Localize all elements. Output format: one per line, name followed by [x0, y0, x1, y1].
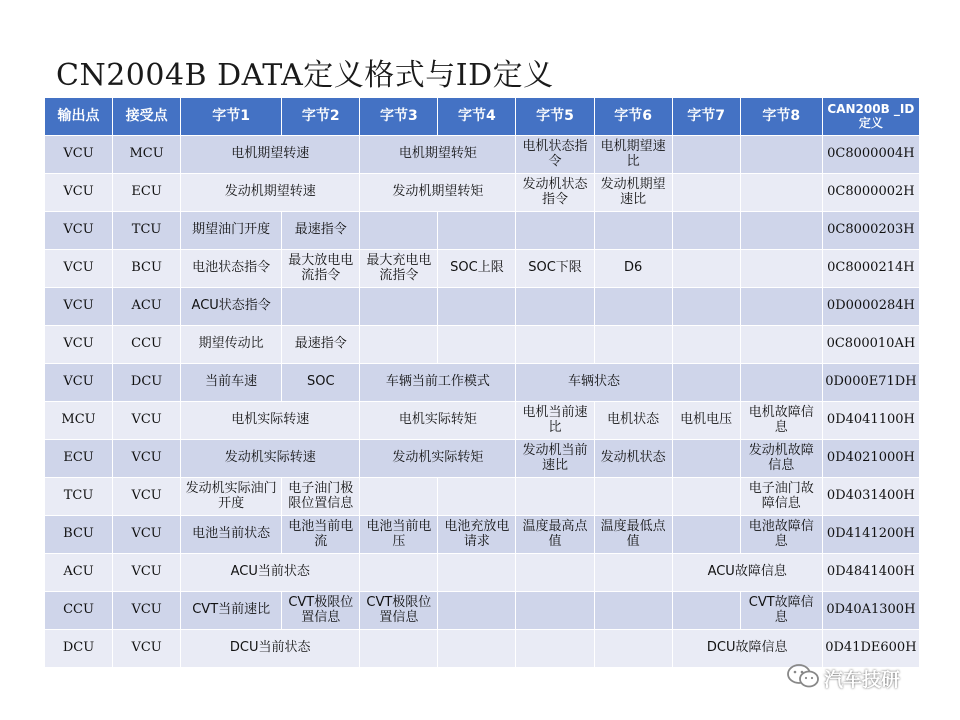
table-cell	[360, 630, 438, 668]
table-cell	[516, 212, 594, 250]
table-row	[45, 288, 920, 326]
table-cell	[594, 592, 672, 630]
table-row	[45, 478, 920, 516]
table-cell	[672, 174, 740, 212]
watermark	[786, 663, 900, 693]
table-cell	[740, 174, 822, 212]
table-cell: 发动机实际转速	[181, 440, 360, 478]
table-cell	[672, 250, 740, 288]
table-cell	[360, 288, 438, 326]
table-cell: 最大放电电流指令	[282, 250, 360, 288]
header-byte-6: 字节6	[594, 98, 672, 136]
table-cell	[516, 478, 594, 516]
table-cell	[672, 478, 740, 516]
table-cell	[740, 326, 822, 364]
table-cell	[516, 630, 594, 668]
output-point-cell: VCU	[45, 212, 113, 250]
table-cell	[438, 288, 516, 326]
table-cell: 发动机期望转速	[181, 174, 360, 212]
receive-point-cell: VCU	[113, 402, 181, 440]
receive-point-cell: VCU	[113, 440, 181, 478]
table-row	[45, 402, 920, 440]
table-cell	[594, 554, 672, 592]
table-cell: 发动机状态指令	[516, 174, 594, 212]
header-byte-3: 字节3	[360, 98, 438, 136]
output-point-cell: DCU	[45, 630, 113, 668]
table-cell: 发动机故障信息	[740, 440, 822, 478]
table-row	[45, 554, 920, 592]
table-cell	[594, 630, 672, 668]
table-cell	[516, 326, 594, 364]
table-cell: 发动机当前速比	[516, 440, 594, 478]
output-point-cell: VCU	[45, 326, 113, 364]
table-row	[45, 364, 920, 402]
table-cell: CVT极限位置信息	[282, 592, 360, 630]
can-id-cell: 0D000E71DH	[822, 364, 919, 402]
output-point-cell: ACU	[45, 554, 113, 592]
receive-point-cell: DCU	[113, 364, 181, 402]
table-cell: D6	[594, 250, 672, 288]
can-id-cell: 0C8000203H	[822, 212, 919, 250]
table-cell	[740, 212, 822, 250]
receive-point-cell: VCU	[113, 516, 181, 554]
table-cell	[438, 478, 516, 516]
table-cell: 电子油门极限位置信息	[282, 478, 360, 516]
table-cell: 最速指令	[282, 212, 360, 250]
table-cell: 电池当前电压	[360, 516, 438, 554]
table-cell: CVT故障信息	[740, 592, 822, 630]
table-cell	[672, 364, 740, 402]
table-cell	[516, 288, 594, 326]
table-cell	[740, 136, 822, 174]
can-id-cell: 0D4141200H	[822, 516, 919, 554]
can-id-cell: 0D4021000H	[822, 440, 919, 478]
table-cell: 电机故障信息	[740, 402, 822, 440]
table-cell: ACU当前状态	[181, 554, 360, 592]
table-cell: 发动机实际转矩	[360, 440, 516, 478]
table-cell: 温度最高点值	[516, 516, 594, 554]
output-point-cell: VCU	[45, 174, 113, 212]
receive-point-cell: TCU	[113, 212, 181, 250]
can-id-cell: 0D41DE600H	[822, 630, 919, 668]
output-point-cell: CCU	[45, 592, 113, 630]
can-id-cell: 0D4041100H	[822, 402, 919, 440]
output-point-cell: VCU	[45, 364, 113, 402]
table-row	[45, 592, 920, 630]
table-header-row	[45, 98, 920, 136]
receive-point-cell: VCU	[113, 478, 181, 516]
header-output-point: 输出点	[45, 98, 113, 136]
wechat-icon	[786, 663, 820, 693]
receive-point-cell: VCU	[113, 554, 181, 592]
can-id-cell: 0C8000002H	[822, 174, 919, 212]
table-cell	[594, 478, 672, 516]
table-cell: SOC下限	[516, 250, 594, 288]
table-cell: 电池当前状态	[181, 516, 282, 554]
output-point-cell: MCU	[45, 402, 113, 440]
table-cell: 电子油门故障信息	[740, 478, 822, 516]
table-cell: 电机状态	[594, 402, 672, 440]
table-cell: 最大充电电流指令	[360, 250, 438, 288]
can-id-cell: 0D4031400H	[822, 478, 919, 516]
table-cell: DCU当前状态	[181, 630, 360, 668]
table-body	[45, 136, 920, 668]
table-cell: 电机实际转速	[181, 402, 360, 440]
table-cell	[672, 440, 740, 478]
table-cell	[672, 592, 740, 630]
table-cell	[438, 212, 516, 250]
table-cell: 电机电压	[672, 402, 740, 440]
table-cell: CVT当前速比	[181, 592, 282, 630]
table-cell	[438, 592, 516, 630]
table-cell	[360, 554, 438, 592]
table-row	[45, 326, 920, 364]
table-row	[45, 516, 920, 554]
output-point-cell: VCU	[45, 288, 113, 326]
table-cell: 发动机实际油门开度	[181, 478, 282, 516]
table-row	[45, 250, 920, 288]
table-cell	[740, 364, 822, 402]
table-cell	[740, 288, 822, 326]
receive-point-cell: MCU	[113, 136, 181, 174]
output-point-cell: BCU	[45, 516, 113, 554]
table-cell: 电机期望速比	[594, 136, 672, 174]
receive-point-cell: BCU	[113, 250, 181, 288]
output-point-cell: VCU	[45, 136, 113, 174]
table-cell: 电机当前速比	[516, 402, 594, 440]
table-cell	[438, 630, 516, 668]
table-cell	[672, 516, 740, 554]
table-cell	[740, 250, 822, 288]
table-cell: 车辆状态	[516, 364, 672, 402]
table-cell: 发动机状态	[594, 440, 672, 478]
table-cell	[438, 326, 516, 364]
header-can-id: CAN200B _ID定义	[822, 98, 919, 136]
can-id-definition-table	[44, 97, 920, 668]
table-cell: SOC上限	[438, 250, 516, 288]
table-cell: 发动机期望速比	[594, 174, 672, 212]
table-cell	[360, 478, 438, 516]
can-id-cell: 0D40A1300H	[822, 592, 919, 630]
header-byte-5: 字节5	[516, 98, 594, 136]
table-cell	[672, 212, 740, 250]
table-cell: ACU状态指令	[181, 288, 282, 326]
header-byte-4: 字节4	[438, 98, 516, 136]
can-id-cell: 0D0000284H	[822, 288, 919, 326]
table-cell	[594, 212, 672, 250]
can-id-cell: 0D4841400H	[822, 554, 919, 592]
table-cell: 电机期望转矩	[360, 136, 516, 174]
can-id-cell: 0C8000214H	[822, 250, 919, 288]
receive-point-cell: VCU	[113, 630, 181, 668]
table-cell: CVT极限位置信息	[360, 592, 438, 630]
table-cell: SOC	[282, 364, 360, 402]
header-byte-8: 字节8	[740, 98, 822, 136]
table-cell: 期望传动比	[181, 326, 282, 364]
table-cell: 温度最低点值	[594, 516, 672, 554]
table-cell: 电池故障信息	[740, 516, 822, 554]
header-byte-2: 字节2	[282, 98, 360, 136]
table-cell: 电池状态指令	[181, 250, 282, 288]
table-cell	[672, 136, 740, 174]
table-cell: 当前车速	[181, 364, 282, 402]
header-receive-point: 接受点	[113, 98, 181, 136]
table-cell	[516, 554, 594, 592]
table-cell	[438, 554, 516, 592]
table-cell: ACU故障信息	[672, 554, 822, 592]
table-cell	[672, 326, 740, 364]
table-cell: 电池当前电流	[282, 516, 360, 554]
table-cell: 最速指令	[282, 326, 360, 364]
table-cell	[360, 326, 438, 364]
table-cell: 车辆当前工作模式	[360, 364, 516, 402]
table-cell	[594, 326, 672, 364]
table-cell	[282, 288, 360, 326]
page-title: CN2004B DATA定义格式与ID定义	[56, 58, 554, 93]
can-id-cell: 0C800010AH	[822, 326, 919, 364]
table-cell: 发动机期望转矩	[360, 174, 516, 212]
can-id-cell: 0C8000004H	[822, 136, 919, 174]
table-cell: 电机实际转矩	[360, 402, 516, 440]
table-row	[45, 440, 920, 478]
table-cell: 电机期望转速	[181, 136, 360, 174]
header-byte-1: 字节1	[181, 98, 282, 136]
table-cell	[516, 592, 594, 630]
table-cell	[594, 288, 672, 326]
watermark-text: 汽车技研	[824, 668, 901, 691]
table-cell: 电机状态指令	[516, 136, 594, 174]
receive-point-cell: ECU	[113, 174, 181, 212]
receive-point-cell: VCU	[113, 592, 181, 630]
output-point-cell: VCU	[45, 250, 113, 288]
table-cell: 电池充放电请求	[438, 516, 516, 554]
table-cell	[360, 212, 438, 250]
table-row	[45, 174, 920, 212]
header-byte-7: 字节7	[672, 98, 740, 136]
receive-point-cell: ACU	[113, 288, 181, 326]
table-cell: 期望油门开度	[181, 212, 282, 250]
table-row	[45, 136, 920, 174]
table-row	[45, 630, 920, 668]
table-cell	[672, 288, 740, 326]
output-point-cell: TCU	[45, 478, 113, 516]
table-row	[45, 212, 920, 250]
output-point-cell: ECU	[45, 440, 113, 478]
receive-point-cell: CCU	[113, 326, 181, 364]
table-cell: DCU故障信息	[672, 630, 822, 668]
